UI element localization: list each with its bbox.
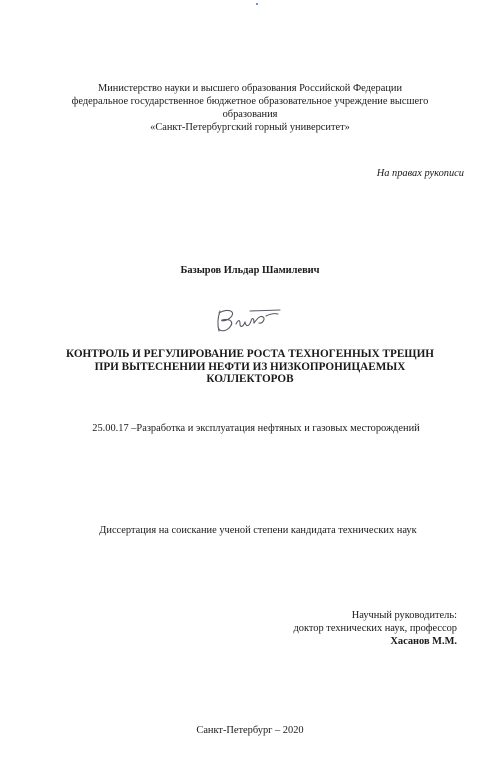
institution-type-line: федеральное государственное бюджетное образовательное учреждение высшего: [71, 96, 429, 107]
supervisor-role: Научный руководитель:: [351, 610, 457, 621]
dissertation-title: [10, 348, 490, 386]
title-line: КОЛЛЕКТОРОВ: [206, 373, 294, 386]
manuscript-rights-note: На правах рукописи: [376, 168, 464, 179]
scan-mark-dot: [256, 3, 258, 5]
title-line: КОНТРОЛЬ И РЕГУЛИРОВАНИЕ РОСТА ТЕХНОГЕННЫХ ТРЕЩИН: [66, 348, 434, 360]
institution-type-line-cont: образования: [222, 109, 278, 120]
city-year: Санкт-Петербург – 2020: [196, 725, 304, 736]
supervisor-block: [294, 609, 457, 648]
specialty-code: 25.00.17 –Разработка и эксплуатация нефтяных и газовых месторождений: [92, 423, 420, 434]
university-name: «Санкт-Петербургский горный университет»: [150, 122, 350, 133]
author-name: Базыров Ильдар Шамилевич: [180, 265, 320, 276]
supervisor-name: Хасанов М.М.: [390, 636, 457, 647]
ministry-line: Министерство науки и высшего образования Российской Федерации: [97, 83, 403, 94]
degree-statement: Диссертация на соискание ученой степени кандидата технических наук: [99, 525, 417, 536]
supervisor-credentials: доктор технических наук, профессор: [293, 623, 457, 634]
author-signature: [210, 305, 288, 335]
title-line: ПРИ ВЫТЕСНЕНИИ НЕФТИ ИЗ НИЗКОПРОНИЦАЕМЫХ: [94, 360, 406, 373]
ministry-header: [0, 82, 500, 134]
